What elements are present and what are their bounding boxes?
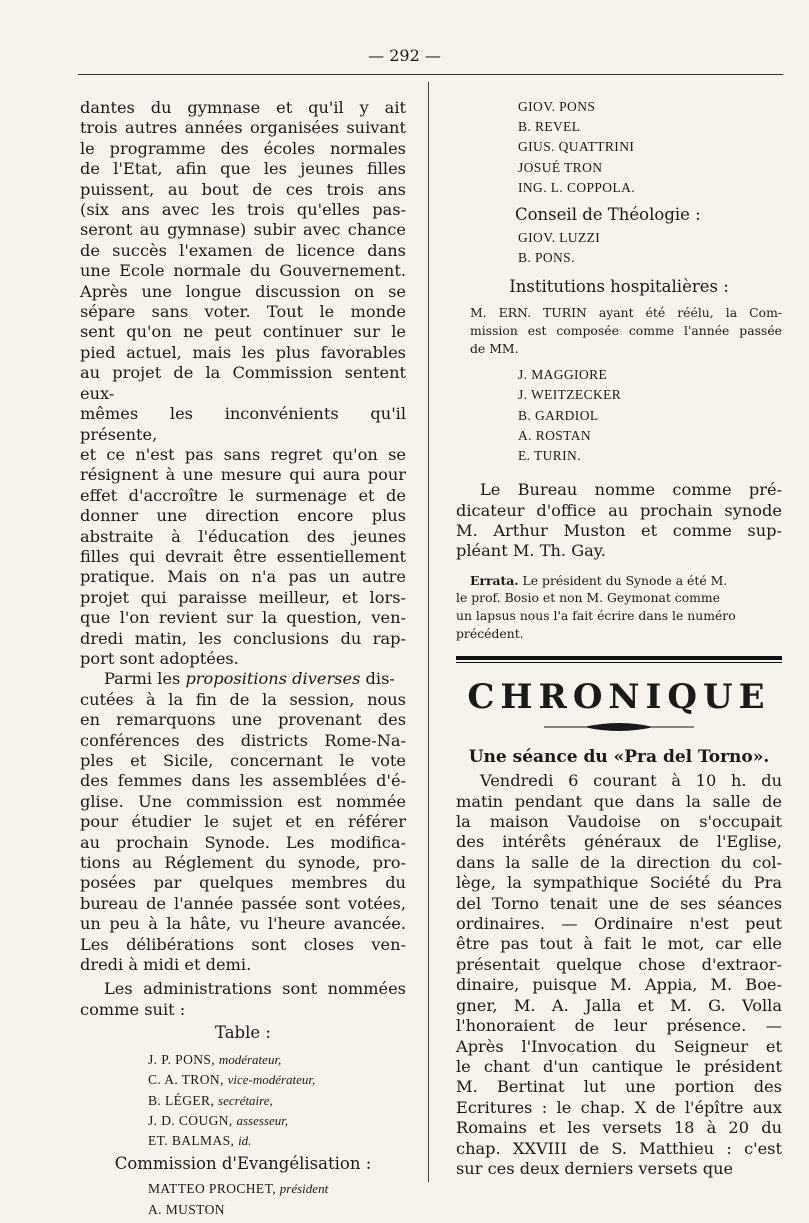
text-line: posées par quelques membres du xyxy=(80,873,406,893)
text-line: tions au Réglement du synode, pro- xyxy=(80,853,406,873)
text-line: Romains et les versets 18 à 20 du xyxy=(456,1118,782,1138)
member-role: secrétaire, xyxy=(218,1092,273,1108)
table-heading: Table : xyxy=(215,1023,271,1043)
member-entry: B. PONS. xyxy=(518,250,575,266)
text-line: présentait quelque chose d'extraor- xyxy=(456,954,782,974)
theology-members xyxy=(518,228,782,268)
chronique-thin-rule xyxy=(456,662,782,663)
paragraph-gymnase xyxy=(80,98,406,669)
member-entry: GIUS. QUATTRINI xyxy=(518,139,635,155)
member-role: assesseur, xyxy=(236,1112,289,1128)
member-name: A. MUSTON xyxy=(148,1201,225,1217)
text-line: del Torno tenait une de ses séances xyxy=(456,893,782,913)
errata-note xyxy=(456,572,782,642)
table-members xyxy=(148,1050,406,1151)
paragraph-bureau xyxy=(456,480,782,562)
member-name: C. A. TRON, xyxy=(148,1072,224,1088)
text-line: Après l'Invocation du Seigneur et xyxy=(456,1036,782,1056)
text-line: pour étudier le sujet et en référer xyxy=(80,812,406,832)
text-line: de succès l'examen de licence dans xyxy=(80,240,406,260)
text-line: en remarquons une provenant des xyxy=(80,710,406,730)
member-entry xyxy=(148,1179,406,1199)
member-role: modérateur, xyxy=(218,1052,282,1068)
text-line: résignent à une mesure qui aura pour xyxy=(80,465,406,485)
text-line: Les délibérations sont closes ven- xyxy=(80,934,406,954)
text-line: conférences des districts Rome-Na- xyxy=(80,730,406,750)
member-entry: ING. L. COPPOLA. xyxy=(518,179,636,195)
text-line: abstraite à l'éducation des jeunes xyxy=(80,526,406,546)
text-line: trois autres années organisées suivant xyxy=(80,118,406,138)
member-role: vice-modérateur, xyxy=(227,1072,316,1088)
text-line: dans la salle de la direction du col- xyxy=(456,852,782,872)
column-divider xyxy=(428,82,429,1182)
text-line: des femmes dans les assemblées d'é- xyxy=(80,771,406,791)
text-line: projet qui paraisse meilleur, et lors- xyxy=(80,587,406,607)
text-line: gner, M. A. Jalla et M. G. Volla xyxy=(456,995,782,1015)
text-line: mêmes les inconvénients qu'il présente, xyxy=(80,404,406,444)
text-line: dredi à midi et demi. xyxy=(80,955,252,975)
text-line: donner une direction encore plus xyxy=(80,506,406,526)
small-print-line: M. ERN. TURIN ayant été réélu, la Com- xyxy=(470,305,782,321)
hospital-members xyxy=(518,365,782,466)
text-line: Après une longue discussion on se xyxy=(80,281,406,301)
text-line: filles qui devrait être essentiellement xyxy=(80,546,406,566)
text-line: de l'Etat, afin que les jeunes filles xyxy=(80,159,406,179)
theology-heading: Conseil de Théologie : xyxy=(515,205,701,225)
evangelisation-members-cont xyxy=(518,97,782,198)
chronique-title: CHRONIQUE xyxy=(467,677,771,718)
member-entry xyxy=(148,1091,406,1111)
member-entry: GIOV. LUZZI xyxy=(518,230,601,246)
paragraph-administrations xyxy=(80,979,406,1020)
member-role: id. xyxy=(238,1133,252,1149)
text-line: dredi matin, les conclusions du rap- xyxy=(80,628,406,648)
member-entry xyxy=(148,1200,406,1220)
evangelisation-heading: Commission d'Evangélisation : xyxy=(114,1154,372,1174)
member-entry xyxy=(148,1050,406,1070)
errata-label: Errata. xyxy=(470,572,519,588)
errata-line-2: le prof. Bosio et non M. Geymonat comme xyxy=(456,590,720,606)
header-rule xyxy=(78,74,783,75)
text-line: Ecritures : le chap. X de l'épître aux xyxy=(456,1097,782,1117)
member-name: B. LÉGER, xyxy=(148,1092,215,1108)
text-line: sépare sans voter. Tout le monde xyxy=(80,302,406,322)
text-line: matin pendant que dans la salle de xyxy=(456,791,782,811)
text-line: que l'on revient sur la question, ven- xyxy=(80,608,406,628)
text-line: l'honoraient de leur présence. — xyxy=(456,1016,782,1036)
paragraph-propositions-cont xyxy=(80,690,406,976)
member-name: J. P. PONS, xyxy=(148,1052,216,1068)
para2-tail: dis- xyxy=(360,669,395,689)
para2-lead: Parmi les xyxy=(104,669,186,689)
text-line: sent qu'on ne peut continuer sur le xyxy=(80,322,406,342)
text-line: puissent, au bout de ces trois ans xyxy=(80,179,406,199)
member-entry xyxy=(148,1070,406,1090)
text-line: comme suit : xyxy=(80,999,186,1019)
text-line: sur ces deux derniers versets que xyxy=(456,1158,734,1178)
text-line: et ce n'est pas sans regret qu'on se xyxy=(80,444,406,464)
text-line: glise. Une commission est nommée xyxy=(80,791,406,811)
text-line: une Ecole normale du Gouvernement. xyxy=(80,261,406,281)
member-entry: B. REVEL xyxy=(518,119,581,135)
member-entry xyxy=(148,1111,406,1131)
text-line: ples et Sicile, concernant le vote xyxy=(80,751,406,770)
text-line: au projet de la Commission sentent eux- xyxy=(80,363,406,403)
errata-line-4: précédent. xyxy=(456,625,524,641)
article-body xyxy=(456,771,782,1179)
errata-line-3: un lapsus nous l'a fait écrire dans le numéro xyxy=(456,608,736,624)
member-entry: B. GARDIOL xyxy=(518,407,599,423)
errata-line-1: Le président du Synode a été M. xyxy=(518,572,728,588)
text-line: seront au gymnase) subir avec chance xyxy=(80,220,406,240)
text-line: port sont adoptées. xyxy=(80,648,239,668)
text-line: lège, la sympathique Société du Pra xyxy=(456,873,782,893)
member-entry: E. TURIN. xyxy=(518,448,581,464)
para2-italic: propositions diverses xyxy=(185,669,361,689)
member-entry xyxy=(148,1131,406,1151)
article-title: Une séance du «Pra del Torno». xyxy=(468,747,770,768)
text-line: chap. XXVIII de S. Matthieu : c'est xyxy=(456,1138,782,1158)
member-entry: JOSUÉ TRON xyxy=(518,159,603,175)
text-line: Vendredi 6 courant à 10 h. du xyxy=(480,771,782,791)
text-line: pléant M. Th. Gay. xyxy=(456,541,606,561)
member-name: J. D. COUGN, xyxy=(148,1112,233,1128)
text-line: pied actuel, mais les plus favorables xyxy=(80,342,406,362)
page-number: — 292 — xyxy=(368,46,441,65)
text-line: des intérêts généraux de l'Eglise, xyxy=(456,832,782,852)
ornament-divider xyxy=(544,719,694,735)
text-line: dicateur d'office au prochain synode xyxy=(456,500,782,520)
evangelisation-members xyxy=(148,1179,406,1219)
member-entry: J. WEITZECKER xyxy=(518,387,622,403)
hospital-heading: Institutions hospitalières : xyxy=(509,277,729,297)
text-line: M. Bertinat lut une portion des xyxy=(456,1077,782,1097)
member-entry: J. MAGGIORE xyxy=(518,367,608,383)
text-line: bureau de l'année passée sont votées, xyxy=(80,893,406,913)
text-line: ordinaires. — Ordinaire n'est peut xyxy=(456,914,782,934)
text-line: le chant d'un cantique le président xyxy=(456,1056,782,1076)
text-line: au prochain Synode. Les modifica- xyxy=(80,832,406,852)
member-name: ET. BALMAS, xyxy=(148,1133,235,1149)
member-role: président xyxy=(279,1181,329,1197)
small-print-line: de MM. xyxy=(470,340,519,356)
text-line: pratique. Mais on n'a pas un autre xyxy=(80,567,406,587)
text-line: Le Bureau nomme comme pré- xyxy=(480,480,782,500)
text-line: le programme des écoles normales xyxy=(80,138,406,158)
text-line: effet d'accroître le surmenage et de xyxy=(80,485,406,505)
text-line: dinaire, puisque M. Appia, M. Boe- xyxy=(456,975,782,995)
text-line: dantes du gymnase et qu'il y ait xyxy=(80,98,406,117)
member-name: MATTEO PROCHET, xyxy=(148,1181,277,1197)
text-line: être pas tout à fait le mot, car elle xyxy=(456,934,782,954)
text-line: la maison Vaudoise on s'occupait xyxy=(456,812,782,832)
member-entry: A. ROSTAN xyxy=(518,427,592,443)
text-line: Les administrations sont nommées xyxy=(104,979,406,999)
text-line: cutées à la fin de la session, nous xyxy=(80,689,406,709)
hospital-text xyxy=(456,304,782,357)
paragraph-propositions xyxy=(80,669,406,689)
small-print-line: mission est composée comme l'année passée xyxy=(470,323,782,339)
text-line: un peu à la hâte, vu l'heure avancée. xyxy=(80,914,406,934)
text-line: M. Arthur Muston et comme sup- xyxy=(456,521,782,541)
member-entry: GIOV. PONS xyxy=(518,99,596,114)
chronique-thick-rule xyxy=(456,656,782,660)
text-line: (six ans avec les trois qu'elles pas- xyxy=(80,200,406,220)
right-column xyxy=(456,97,782,1179)
left-column xyxy=(80,98,406,1220)
